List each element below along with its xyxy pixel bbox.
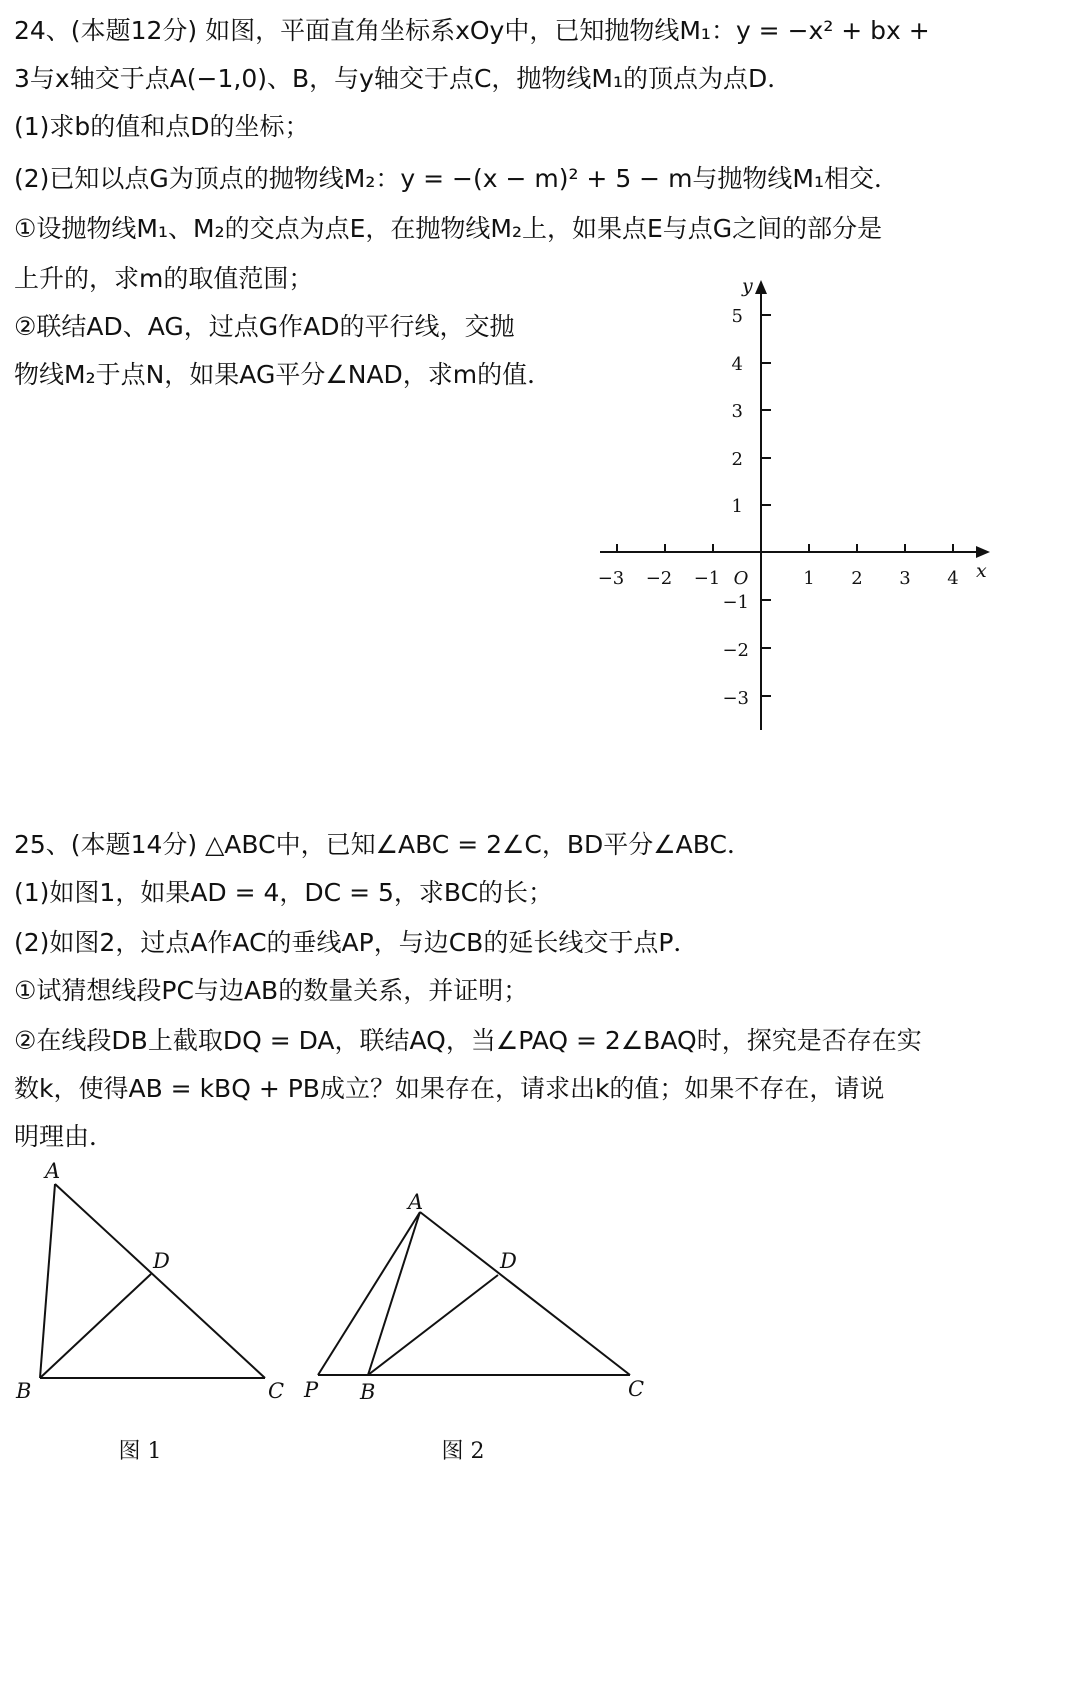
q25-line5: ②在线段DB上截取DQ = DA，联结AQ，当∠PAQ = 2∠BAQ时，探究是否存在实 [14,1026,922,1055]
segment-ac [55,1184,265,1378]
point-p-label: P [304,1378,319,1402]
y-tick-marks [761,315,771,696]
q24-line3: (1)求b的值和点D的坐标； [14,112,310,141]
figure-2-caption: 图 2 [441,1439,485,1464]
q24-line6: 上升的，求m的取值范围； [14,264,314,293]
x-tick-label: 4 [947,568,959,589]
x-tick-marks [617,544,953,552]
x-tick-label: 1 [803,568,815,589]
q25-line2: (1)如图1，如果AD = 4，DC = 5，求BC的长； [14,878,554,907]
point-b-label: B [16,1379,32,1403]
point-a-label: A [45,1159,61,1183]
y-tick-label: −2 [722,640,749,661]
segment-ap [318,1212,420,1375]
point-c-label: C [268,1379,285,1403]
figure-2-triangle [290,1180,660,1480]
y-tick-label: 5 [731,306,743,327]
q25-line3: (2)如图2，过点A作AC的垂线AP，与边CB的延长线交于点P． [14,928,699,957]
q25-line7: 明理由． [14,1122,115,1151]
q25-line6: 数k，使得AB = kBQ + PB成立？如果存在，请求出k的值；如果不存在，请说 [14,1074,885,1103]
q24-line5: ①设抛物线M₁、M₂的交点为点E，在抛物线M₂上，如果点E与点G之间的部分是 [14,214,883,243]
point-a-label: A [408,1190,424,1214]
q24-line4: (2)已知以点G为顶点的抛物线M₂：y = −(x − m)² + 5 − m与抛物线M₁相交． [14,164,900,193]
x-tick-label: 3 [899,568,911,589]
y-axis-arrow [755,280,767,294]
segment-bd [40,1274,151,1378]
x-tick-label: −1 [693,568,721,589]
segment-ab [368,1212,420,1375]
origin-label: O [733,568,749,589]
x-axis-arrow [976,546,990,558]
coordinate-axes-figure [590,270,1000,740]
y-tick-label: 2 [731,449,743,470]
figure-1-triangle [0,1150,310,1480]
y-tick-label: 3 [731,401,743,422]
y-tick-label: 4 [731,354,743,375]
x-tick-label: 2 [851,568,863,589]
point-c-label: C [628,1377,645,1401]
figure-1-caption: 图 1 [118,1439,162,1464]
point-d-label: D [500,1249,517,1273]
x-axis-label: x [976,560,987,582]
x-tick-label: −2 [645,568,673,589]
point-d-label: D [153,1249,170,1273]
y-tick-label: 1 [731,496,743,517]
y-tick-label: −3 [722,688,749,709]
y-axis-label: y [742,275,753,297]
q24-line8: 物线M₂于点N，如果AG平分∠NAD，求m的值． [14,360,553,389]
point-b-label: B [360,1380,376,1404]
segment-ac [420,1212,630,1375]
y-tick-label: −1 [722,592,749,613]
q24-line1: 24、(本题12分) 如图，平面直角坐标系xOy中，已知抛物线M₁：y = −x² + bx + [14,16,930,45]
segment-ab [40,1184,55,1378]
q25-line1: 25、(本题14分) △ABC中，已知∠ABC = 2∠C，BD平分∠ABC． [14,830,752,859]
x-tick-label: −3 [597,568,625,589]
segment-bd [368,1275,498,1375]
q24-line7: ②联结AD、AG，过点G作AD的平行线，交抛 [14,312,515,341]
q25-line4: ①试猜想线段PC与边AB的数量关系，并证明； [14,976,529,1005]
q24-line2: 3与x轴交于点A(−1,0)、B，与y轴交于点C，抛物线M₁的顶点为点D． [14,64,793,93]
